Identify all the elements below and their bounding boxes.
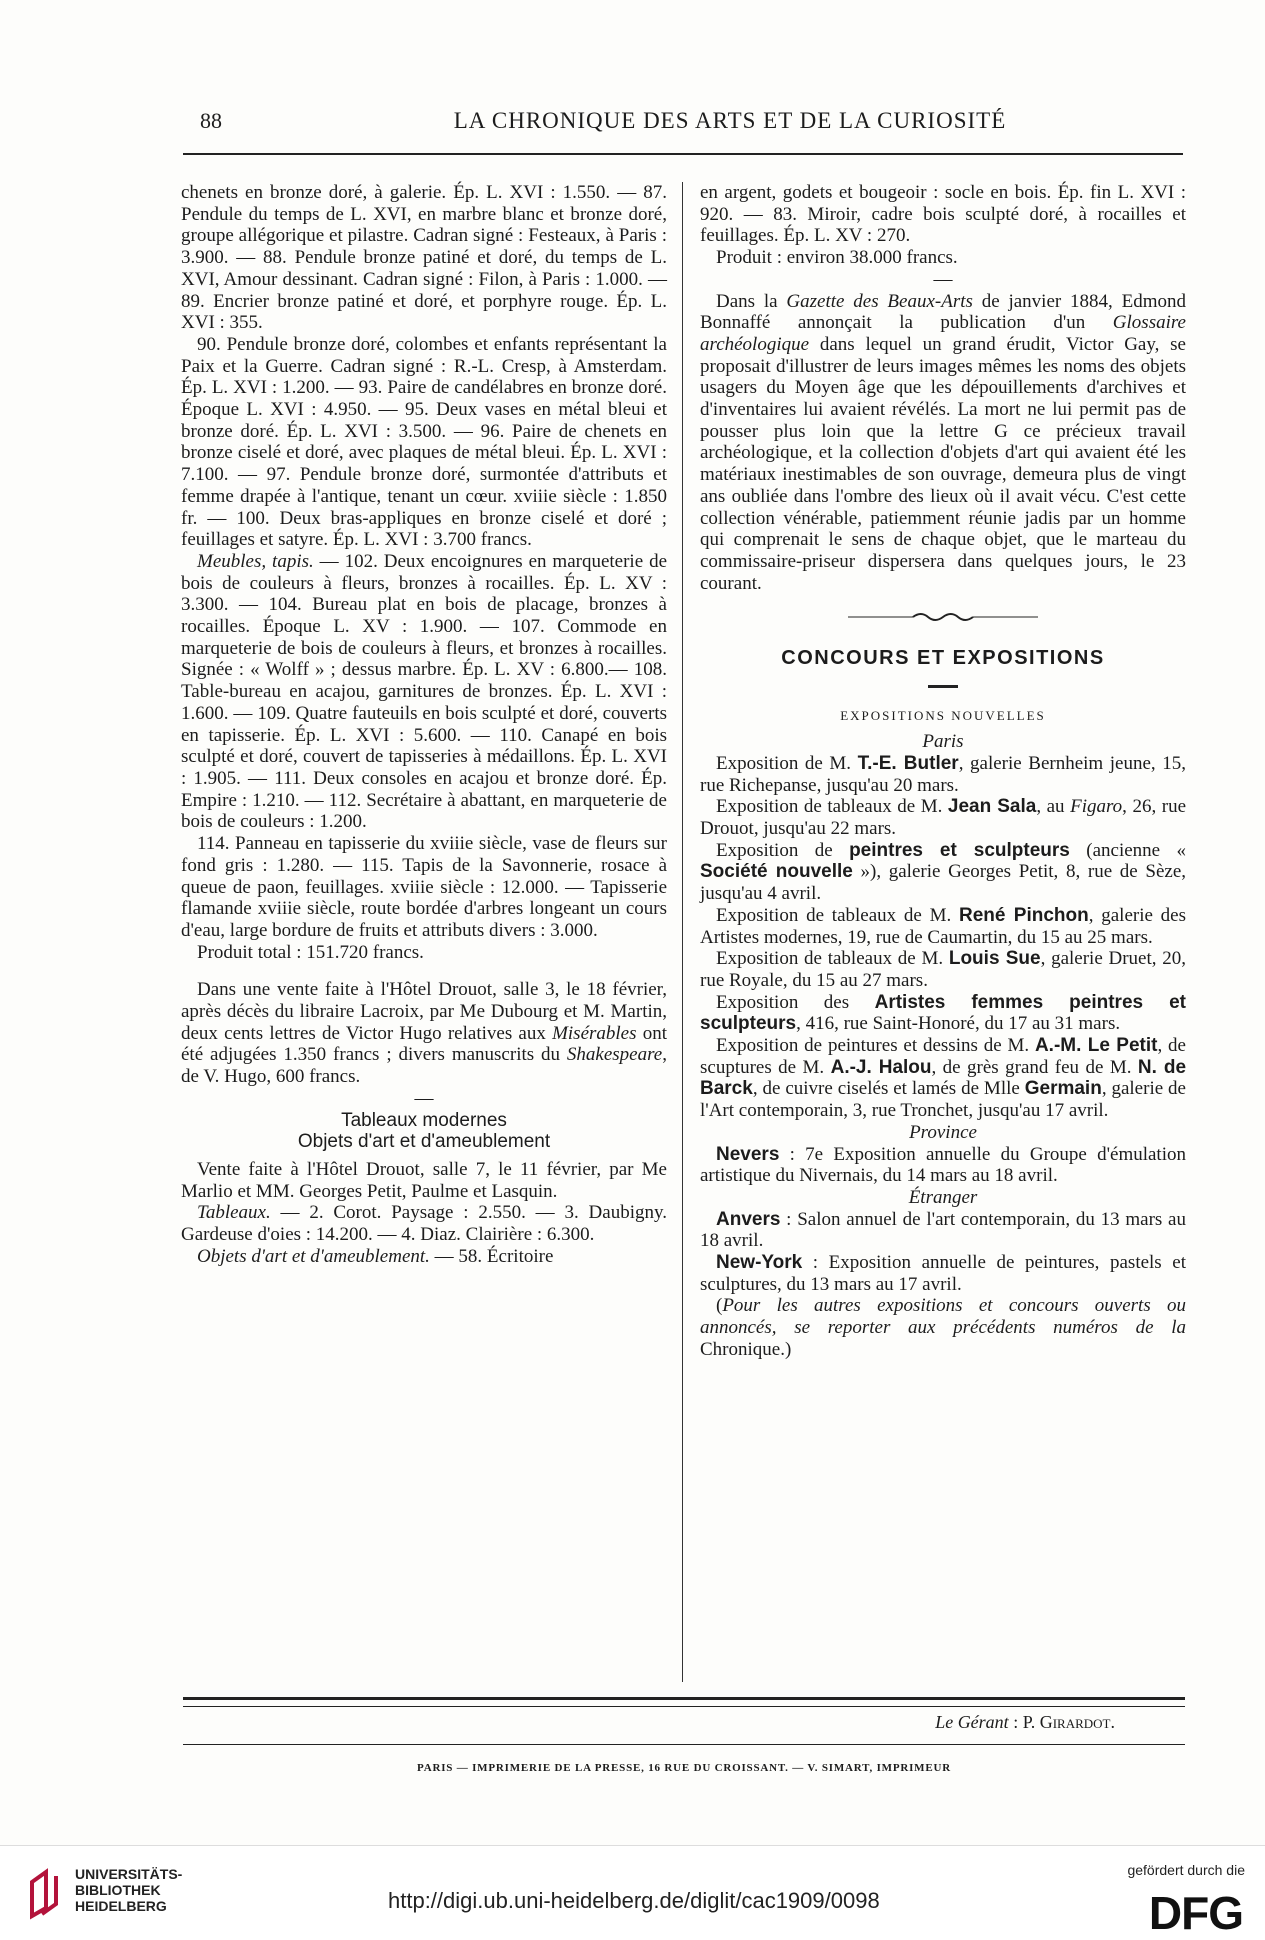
paragraph: 114. Panneau en tapisserie du xviiie siècle, vase de fleurs sur fond gris : 1.280. — 115. Tapis de la Savonnerie, rosace à queue de paon, feuillages. xviiie siècle : 12.000. — Tapisserie flamande xviiie siècle, route bordée d'arbres longeant un cours d'eau, large bordure de fruits et attributs divers : 3.000. [181,833,667,941]
printer-imprint: PARIS — IMPRIMERIE DE LA PRESSE, 16 RUE DU CROISSANT. — V. SIMART, IMPRIMEUR [417,1762,951,1774]
region-heading: Paris [922,731,964,753]
region-heading: Province [909,1121,977,1143]
paragraph: Nevers : 7e Exposition annuelle du Groupe d'émulation artistique du Nivernais, du 14 mars au 18 avril. [700,1143,1186,1187]
paragraph: Meubles, tapis. — 102. Deux encoignures en marqueterie de bois de couleurs à fleurs, bronzes à rocailles. Ép. L. XV : 3.300. — 104. Bureau plat en bois de placage, bronzes à rocailles. Époque L. XV : 1.900. — 107. Commode en marqueterie de bois de couleurs à fleurs, et bronzes à rocailles. Signée : « Wolff » ; dessus marbre. Ép. L. XV : 6.800.— 108. Table-bureau en acajou, garnitures de bronzes. Ép. L. XVI : 1.600. — 109. Quatre fauteuils en bois sculpté et doré, couverts en tapisserie. Ép. L. XVI : 5.600. — 110. Canapé en bois sculpté et doré, couvert de tapisseries à médaillons. Ép. L. XVI : 1.905. — 111. Deux consoles en acajou et bronze doré. Ép. Empire : 1.210. — 112. Secrétaire à abattant, en marqueterie de bois de couleurs : 1.200. [181,550,667,833]
paragraph: Anvers : Salon annuel de l'art contemporain, du 13 mars au 18 avril. [700,1208,1186,1252]
permalink-url[interactable]: http://digi.ub.uni-heidelberg.de/diglit/cac1909/0098 [388,1888,880,1913]
paragraph: Exposition de tableaux de M. Louis Sue, galerie Druet, 20, rue Royale, du 15 au 27 mars. [700,948,1186,991]
short-rule [700,674,1186,696]
ub-heidelberg-logo [22,1864,78,1924]
paragraph: Exposition de M. T.-E. Butler, galerie Bernheim jeune, 15, rue Richepanse, jusqu'au 20 mars. [700,752,1186,796]
paragraph: en argent, godets et bougeoir : socle en bois. Ép. fin L. XVI : 920. — 83. Miroir, cadre bois sculpté doré, à rocailles et feuillages. Ép. L. XV : 270. [700,182,1186,247]
paragraph: Dans une vente faite à l'Hôtel Drouot, salle 3, le 18 février, après décès du libraire Lacroix, par Me Dubourg et M. Martin, deux cents lettres de Victor Hugo relatives aux Misérables ont été adjugées 1.350 francs ; divers manuscrits du Shakespeare, de V. Hugo, 600 francs. [181,979,667,1088]
digitization-footer [0,1845,1265,1939]
paragraph: Dans la Gazette des Beaux-Arts de janvier 1884, Edmond Bonnaffé annonçait la publication d'un Glossaire archéologique dans lequel un grand érudit, Victor Gay, se proposait d'illustrer de leurs images mêmes les noms des objets usagers du Moyen âge que les dépouillements d'archives et d'inventaires lui avaient révélés. La mort ne lui permit pas de pousser plus loin que la lettre G ce précieux travail archéologique, et la collection d'objets d'art qui avaient été les matériaux inestimables de son ouvrage, demeura plus de vingt ans oubliée dans l'ombre des lieux où il avait vécu. C'est cette collection vénérable, patiemment réunie jadis par un homme qui comprenait le sens de chaque objet, que le marteau du commissaire-priseur dispersera dans quelques jours, le 23 courant. [700,290,1186,594]
paragraph: New-York : Exposition annuelle de peintures, pastels et sculptures, du 13 mars au 17 avril. [700,1252,1186,1295]
section-title: CONCOURS ET EXPOSITIONS [781,647,1105,670]
paragraph: Vente faite à l'Hôtel Drouot, salle 7, le 11 février, par Me Marlio et MM. Georges Petit, Paulme et Lasquin. [181,1158,667,1202]
paragraph: Produit : environ 38.000 francs. [716,247,958,269]
paragraph: Exposition des Artistes femmes peintres et sculpteurs, 416, rue Saint-Honoré, du 17 au 31 mars. [700,991,1186,1035]
paragraph: Objets d'art et d'ameublement. — 58. Écritoire [197,1245,554,1267]
italic-lead: Meubles, tapis. [197,550,314,572]
separator-dash: — [933,268,953,290]
paragraph: Exposition de tableaux de M. René Pinchon, galerie des Artistes modernes, 19, rue de Caumartin, du 15 au 25 mars. [700,904,1186,948]
paragraph: Tableaux. — 2. Corot. Paysage : 2.550. — 3. Daubigny. Gardeuse d'oies : 14.200. — 4. Diaz. Clairière : 6.300. [181,1202,667,1246]
paragraph: Produit total : 151.720 francs. [197,941,424,963]
region-heading: Étranger [908,1186,978,1208]
separator-dash: — [414,1087,434,1109]
dfg-logo: DFG [1148,1887,1243,1939]
page-number: 88 [200,108,222,133]
section-subheading: Objets d'art et d'ameublement [297,1131,551,1153]
header-rule [183,153,1183,155]
gerant-line: Le Gérant : P. Girardot. [935,1712,1115,1732]
imprint-rule [183,1744,1185,1745]
paragraph: 90. Pendule bronze doré, colombes et enfants représentant la Paix et la Guerre. Cadran signé : R.-L. Cresp, à Amsterdam. Ép. L. XVI : 1.200. — 93. Paire de candélabres en bronze doré. Époque L. XVI : 4.950. — 95. Deux vases en métal bleui et bronze doré. Ép. L. XVI : 3.500. — 96. Paire de chenets en bronze ciselé et doré, avec plaques de métal bleui. Ép. L. XVI : 7.100. — 97. Pendule bronze doré, surmontée d'attributs et femme drapée à l'antique, tenant un cœur. xviiie siècle : 1.850 fr. — 100. Deux bras-appliques en bronze ciselé et doré ; feuillages et satyre. Ép. L. XVI : 3.700 francs. [181,333,667,551]
section-heading: Tableaux modernes [341,1109,507,1131]
running-title: LA CHRONIQUE DES ARTS ET DE LA CURIOSITÉ [453,108,1007,133]
sponsor-label: gefördert durch die [1127,1862,1245,1878]
column-divider [682,182,683,1682]
right-column [700,182,1186,1361]
paragraph: Exposition de peintres et sculpteurs (ancienne « Société nouvelle »), galerie Georges Petit, 8, rue de Sèze, jusqu'au 4 avril. [700,839,1186,905]
left-column [181,182,667,1267]
subsection-title: EXPOSITIONS NOUVELLES [840,708,1046,724]
university-name: UNIVERSITÄTS- BIBLIOTHEK HEIDELBERG [75,1866,183,1914]
paragraph: Exposition de tableaux de M. Jean Sala, au Figaro, 26, rue Drouot, jusqu'au 22 mars. [700,796,1186,839]
ornament-divider [700,608,1186,630]
closing-rule [183,1697,1185,1707]
running-header [180,108,1180,144]
paragraph: Exposition de peintures et dessins de M. A.-M. Le Petit, de scuptures de M. A.-J. Halou, de grès grand feu de M. N. de Barck, de cuivre ciselés et lamés de Mlle Germain, galerie de l'Art contemporain, 3, rue Tronchet, jusqu'au 17 avril. [700,1035,1187,1122]
note-paragraph: (Pour les autres expositions et concours ouverts ou annoncés, se reporter aux précédents numéros de la Chronique.) [700,1295,1186,1360]
paragraph: chenets en bronze doré, à galerie. Ép. L. XVI : 1.550. — 87. Pendule du temps de L. XVI, en marbre blanc et bronze doré, groupe allégorique et pilastre. Cadran signé : Festeaux, à Paris : 3.900. — 88. Pendule bronze patiné et doré, du temps de L. XVI, Amour dessinant. Cadran signé : Filon, à Paris : 1.000. — 89. Encrier bronze patiné et doré, et porphyre rouge. Ép. L. XVI : 355. [181,182,667,334]
